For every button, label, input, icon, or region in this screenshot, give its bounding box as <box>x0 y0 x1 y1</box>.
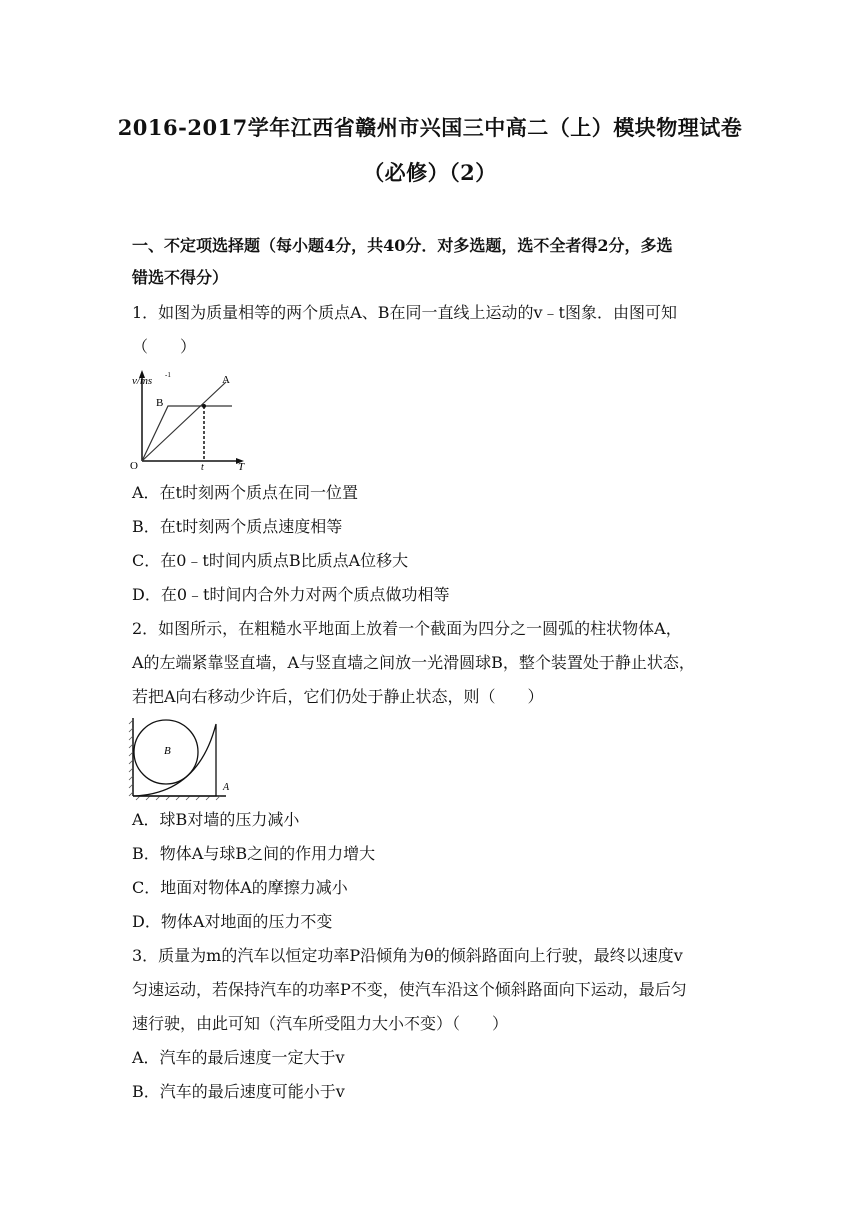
y-axis-label-sup: -1 <box>165 371 171 379</box>
q3-stem-line2: 匀速运动，若保持汽车的功率P不变，使汽车沿这个倾斜路面向下运动，最后匀 <box>132 980 687 999</box>
q1-option-b: B．在t时刻两个质点速度相等 <box>132 517 343 536</box>
q3-option-b: B．汽车的最后速度可能小于v <box>132 1082 345 1101</box>
q2-option-b: B．物体A与球B之间的作用力增大 <box>132 844 376 863</box>
y-axis-label: v/ms <box>132 375 153 387</box>
x-axis-label: T <box>238 461 245 472</box>
block-a-label: A <box>223 782 230 793</box>
origin-label: O <box>130 460 138 472</box>
q2-wall-ball-figure <box>128 716 238 802</box>
t-mark-label: t <box>201 462 204 472</box>
intersection-point <box>202 404 206 408</box>
section-heading-line2: 错选不得分） <box>132 268 229 287</box>
q1-stem-line2: （ ） <box>132 337 197 356</box>
line-b <box>142 406 232 461</box>
q2-stem-line1: 2．如图所示，在粗糙水平地面上放着一个截面为四分之一圆弧的柱状物体A， <box>132 619 682 638</box>
line-a <box>142 382 226 461</box>
q1-stem-line1: 1．如图为质量相等的两个质点A、B在同一直线上运动的v﹣t图象．由图可知 <box>132 303 677 322</box>
q2-option-d: D．物体A对地面的压力不变 <box>132 912 333 931</box>
q3-option-a: A．汽车的最后速度一定大于v <box>132 1048 345 1067</box>
page-subtitle: （必修）（2） <box>363 160 497 185</box>
block-a <box>133 724 216 796</box>
q3-stem-line1: 3．质量为m的汽车以恒定功率P沿倾角为θ的倾斜路面向上行驶，最终以速度v <box>132 946 683 965</box>
q1-vt-graph <box>128 368 250 472</box>
q1-option-c: C．在0﹣t时间内质点B比质点A位移大 <box>132 551 409 570</box>
q2-stem-line3: 若把A向右移动少许后，它们仍处于静止状态，则（ ） <box>132 687 544 706</box>
ball-b-label: B <box>164 745 171 757</box>
line-a-label: A <box>222 374 230 386</box>
q2-option-a: A．球B对墙的压力减小 <box>132 810 300 829</box>
q2-option-c: C．地面对物体A的摩擦力减小 <box>132 878 348 897</box>
section-heading-line1: 一、不定项选择题（每小题4分，共40分．对多选题，选不全者得2分，多选 <box>132 236 673 255</box>
q3-stem-line3: 速行驶，由此可知（汽车所受阻力大小不变）（ ） <box>132 1014 509 1033</box>
q1-option-d: D．在0﹣t时间内合外力对两个质点做功相等 <box>132 585 450 604</box>
line-b-label: B <box>156 397 164 409</box>
q2-stem-line2: A的左端紧靠竖直墙，A与竖直墙之间放一光滑圆球B，整个装置处于静止状态， <box>132 653 695 672</box>
page-title: 2016-2017学年江西省赣州市兴国三中高二（上）模块物理试卷 <box>117 115 743 140</box>
q1-option-a: A．在t时刻两个质点在同一位置 <box>132 483 358 502</box>
